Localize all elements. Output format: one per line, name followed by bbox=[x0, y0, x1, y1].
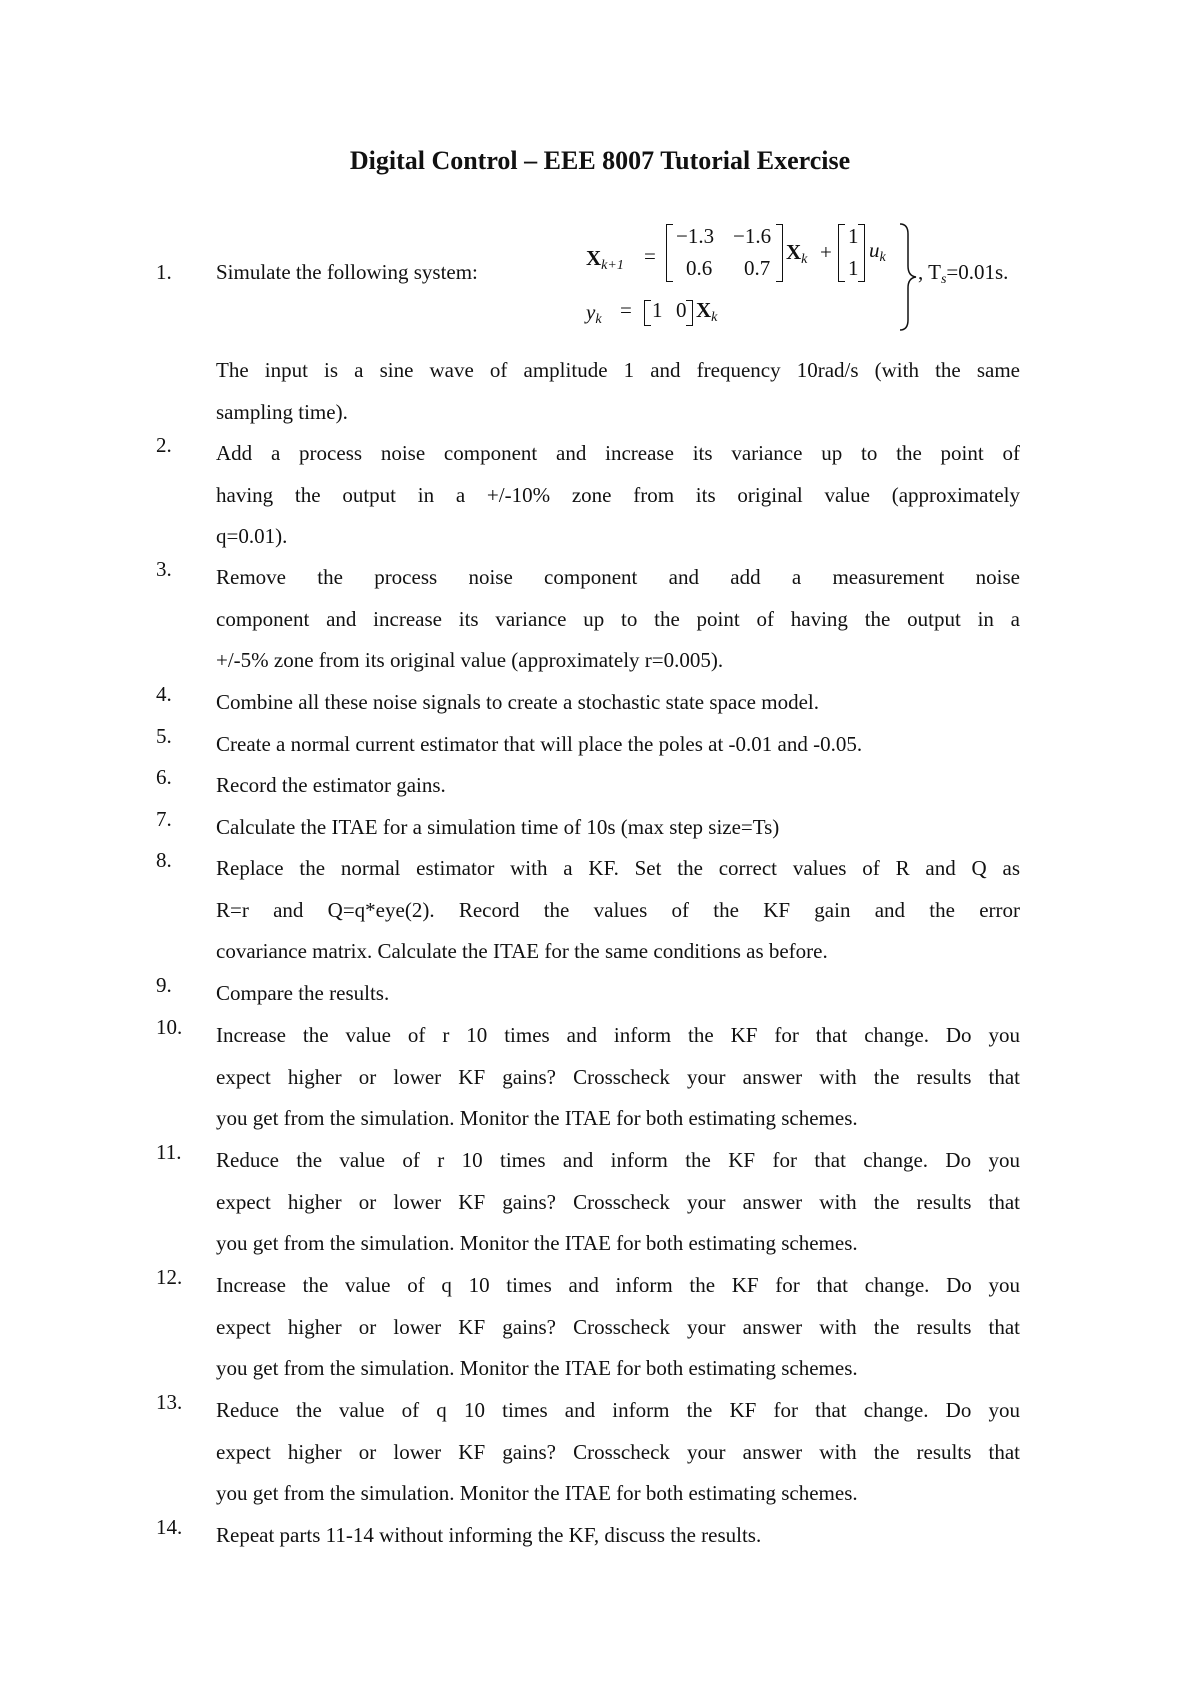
item-number: 4. bbox=[156, 682, 172, 706]
equation-xk-output: $X_k$ bbox=[696, 298, 718, 325]
list-item bbox=[156, 1265, 1020, 1390]
list-item bbox=[156, 1515, 1020, 1557]
matrix-c1: 1 bbox=[652, 298, 663, 322]
item-line: Compare the results. bbox=[216, 981, 390, 1005]
item-number: 12. bbox=[156, 1265, 183, 1289]
item-line: Reduce the value of q 10 times and inform the KF for that change. Do you bbox=[216, 1398, 1020, 1422]
list-item bbox=[156, 433, 1020, 558]
equation-xk: $X_k$ bbox=[786, 240, 808, 267]
equation-intro: Simulate the following system: bbox=[216, 260, 478, 284]
item-line: Repeat parts 11-14 without informing the KF, discuss the results. bbox=[216, 1523, 762, 1547]
item-line: q=0.01). bbox=[216, 524, 288, 548]
item-line: Record the estimator gains. bbox=[216, 773, 446, 797]
equation-lhs-x: $X_{k+1}$ bbox=[586, 246, 624, 273]
item-line: Increase the value of q 10 times and inform the KF for that change. Do you bbox=[216, 1273, 1020, 1297]
list-item bbox=[156, 1140, 1020, 1265]
item-number: 7. bbox=[156, 807, 172, 831]
item-number: 2. bbox=[156, 433, 172, 457]
item-line: sampling time). bbox=[216, 399, 348, 424]
item-line: expect higher or lower KF gains? Crosscheck your answer with the results that bbox=[216, 1314, 1020, 1339]
item-number: 3. bbox=[156, 557, 172, 581]
list-item bbox=[156, 807, 1020, 849]
item-line: expect higher or lower KF gains? Crosscheck your answer with the results that bbox=[216, 1439, 1020, 1464]
matrix-c2: 0 bbox=[676, 298, 687, 322]
list-item bbox=[156, 1390, 1020, 1515]
matrix-a12: −1.6 bbox=[733, 224, 772, 248]
item-number: 14. bbox=[156, 1515, 183, 1539]
matrix-c-right-bracket bbox=[686, 300, 693, 326]
item-number: 1. bbox=[156, 260, 172, 284]
item-number: 11. bbox=[156, 1140, 182, 1164]
equation-equals: = bbox=[644, 244, 656, 268]
item-number: 8. bbox=[156, 848, 172, 872]
document-title: Digital Control – EEE 8007 Tutorial Exercise bbox=[349, 146, 851, 175]
matrix-a11: −1.3 bbox=[676, 224, 715, 248]
item-line: you get from the simulation. Monitor the ITAE for both estimating schemes. bbox=[216, 1481, 858, 1505]
item-number: 5. bbox=[156, 724, 172, 748]
equation-uk: $u_k$ bbox=[869, 238, 886, 265]
sampling-time: , $T_s=0.01s$. bbox=[918, 260, 1009, 287]
item-line: expect higher or lower KF gains? Crosscheck your answer with the results that bbox=[216, 1189, 1020, 1214]
matrix-b-left-bracket bbox=[838, 224, 845, 282]
item-line: R=r and Q=q*eye(2). Record the values of the KF gain and the error bbox=[216, 897, 1020, 922]
matrix-a-right-bracket bbox=[776, 224, 783, 282]
list-item bbox=[156, 557, 1020, 682]
item-line: you get from the simulation. Monitor the ITAE for both estimating schemes. bbox=[216, 1106, 858, 1130]
matrix-a-left-bracket bbox=[666, 224, 673, 282]
item-line: Combine all these noise signals to create a stochastic state space model. bbox=[216, 690, 819, 714]
list-item bbox=[156, 848, 1020, 973]
equation-equals-2: = bbox=[620, 298, 632, 322]
list-item bbox=[156, 765, 1020, 807]
item-line: covariance matrix. Calculate the ITAE for the same conditions as before. bbox=[216, 939, 828, 963]
matrix-a22: 0.7 bbox=[744, 256, 771, 280]
list-item bbox=[156, 1015, 1020, 1140]
equation-lhs-y: $y_k$ bbox=[586, 300, 602, 327]
item-number: 6. bbox=[156, 765, 172, 789]
right-brace-icon bbox=[896, 222, 918, 332]
item-number: 10. bbox=[156, 1015, 183, 1039]
item-line: component and increase its variance up to the point of having the output in a bbox=[216, 606, 1020, 631]
item-line: Create a normal current estimator that will place the poles at -0.01 and -0.05. bbox=[216, 732, 863, 756]
matrix-c-left-bracket bbox=[644, 300, 651, 326]
item-number: 9. bbox=[156, 973, 172, 997]
matrix-a21: 0.6 bbox=[686, 256, 713, 280]
item-line: Reduce the value of r 10 times and inform the KF for that change. Do you bbox=[216, 1148, 1020, 1172]
equation-plus: + bbox=[820, 240, 832, 264]
matrix-b1: 1 bbox=[848, 224, 859, 248]
matrix-b2: 1 bbox=[848, 256, 859, 280]
item-line: having the output in a +/-10% zone from its original value (approximately bbox=[216, 482, 1020, 507]
item-line: Replace the normal estimator with a KF. Set the correct values of R and Q as bbox=[216, 856, 1020, 880]
item-line: Calculate the ITAE for a simulation time of 10s (max step size=Ts) bbox=[216, 815, 780, 839]
list-item bbox=[156, 973, 1020, 1015]
item-line: Add a process noise component and increase its variance up to the point of bbox=[216, 441, 1020, 465]
item-line: The input is a sine wave of amplitude 1 and frequency 10rad/s (with the same bbox=[216, 358, 1020, 382]
matrix-b-right-bracket bbox=[858, 224, 865, 282]
item-line: Remove the process noise component and add a measurement noise bbox=[216, 565, 1020, 589]
item-line: expect higher or lower KF gains? Crosscheck your answer with the results that bbox=[216, 1064, 1020, 1089]
list-item bbox=[156, 724, 1020, 766]
system-equation bbox=[156, 222, 1020, 342]
list-item bbox=[216, 350, 1020, 433]
item-line: you get from the simulation. Monitor the ITAE for both estimating schemes. bbox=[216, 1356, 858, 1380]
item-number: 13. bbox=[156, 1390, 183, 1414]
item-line: Increase the value of r 10 times and inform the KF for that change. Do you bbox=[216, 1023, 1020, 1047]
item-line: you get from the simulation. Monitor the ITAE for both estimating schemes. bbox=[216, 1231, 858, 1255]
list-item bbox=[156, 682, 1020, 724]
item-line: +/-5% zone from its original value (approximately r=0.005). bbox=[216, 648, 724, 672]
